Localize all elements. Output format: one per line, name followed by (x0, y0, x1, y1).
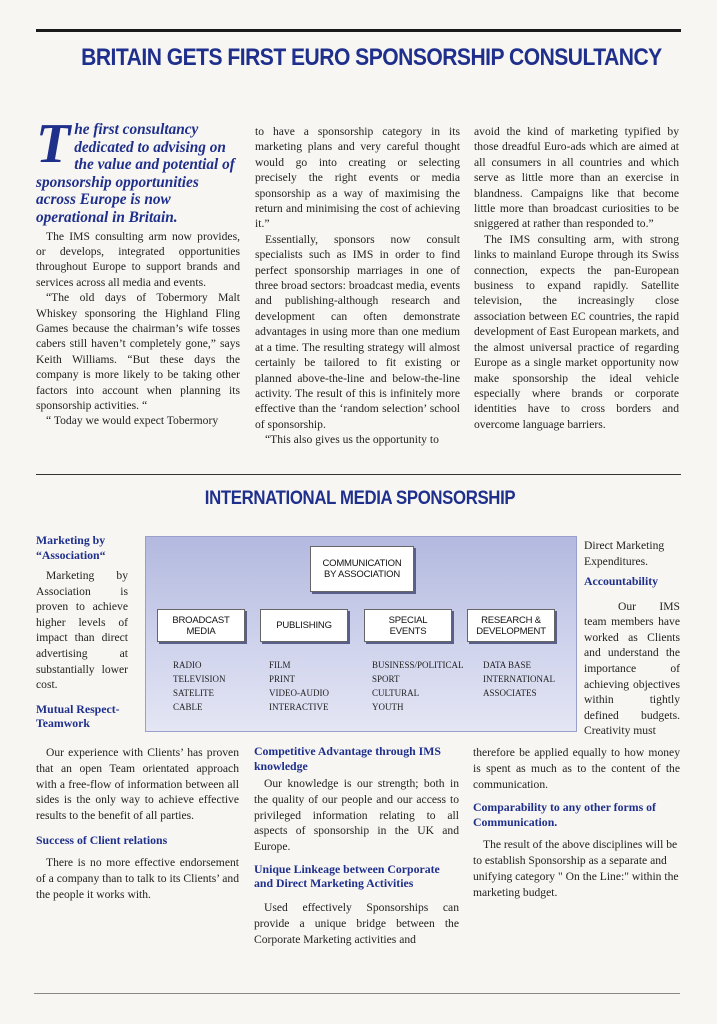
paragraph: The result of the above disciplines will be to establish Sponsorship as a separate and unifying category " On the Line:" within the marketing budget. (473, 838, 679, 899)
sidebar-heading: Accountability (584, 574, 659, 589)
diagram-box-broadcast: BROADCAST MEDIA (157, 609, 245, 642)
paragraph: “The old days of Tobermory Malt Whiskey sponsoring the Highland Fling Games because the chairman’s wife tosses cabers still haven’t completely gone,” says Keith Williams. “But these days the company is more likely to be taking other factors into account when planning its sponsorship activities. “ (36, 291, 240, 413)
list-item: SPORT (372, 674, 400, 684)
article-column-3 (474, 124, 679, 432)
article-column-2 (255, 124, 460, 448)
diagram-list-broadcast (173, 658, 226, 714)
list-item: RADIO (173, 660, 202, 670)
paragraph: Marketing by Association is proven to achieve higher levels of impact than direct advertising at substantially lower cost. (36, 569, 128, 692)
paragraph: therefore be applied equally to how money is spent as much as to the content of the communication. (473, 746, 680, 791)
section-rule (36, 474, 681, 475)
section-heading: Competitive Advantage through IMS knowledge (254, 744, 441, 773)
left-sidebar (36, 533, 128, 731)
drop-cap: T (36, 113, 71, 175)
article-column-1 (36, 113, 240, 429)
lower-column-1 (36, 745, 239, 903)
diagram-box-research: RESEARCH & DEVELOPMENT (467, 609, 555, 642)
paragraph: “ Today we would expect Tobermory (46, 414, 219, 428)
diagram-box-publishing: PUBLISHING (260, 609, 348, 642)
list-item: INTERACTIVE (269, 702, 329, 712)
section-heading: Comparability to any other forms of Communication. (473, 800, 656, 829)
diagram-list-special-events (372, 658, 464, 714)
list-item: CULTURAL (372, 688, 420, 698)
list-item: BUSINESS/POLITICAL (372, 660, 464, 670)
list-item: CABLE (173, 702, 203, 712)
list-item: SATELITE (173, 688, 214, 698)
lower-column-3 (473, 745, 680, 901)
paragraph: Our knowledge is our strength; both in the quality of our people and our access to privileged information relating to all aspects of sponsorship in the UK and Europe. (254, 777, 459, 854)
paragraph: Essentially, sponsors now consult specialists such as IMS in order to find perfect sponsorship marriages in one of three broad sectors: broadcast media, events and publishing-although research and development can often demonstrate advantages in using more than one medium at a time. The resulting strategy will almost certainly be tailored to fit existing or planned above-the-line and below-the-line activity. The result of this is infinitely more effective than the ‘random selection’ school of sponsorship. (255, 232, 460, 431)
section-heading: Success of Client relations (36, 832, 168, 847)
list-item: VIDEO-AUDIO (269, 688, 329, 698)
section-heading: Unique Linkeage between Corporate and Direct Marketing Activities (254, 861, 440, 891)
list-item: DATA BASE (483, 660, 532, 670)
paragraph: The IMS consulting arm now provides, or develops, integrated opportunities throughout Europe to support brands and services across all media and events. (36, 229, 240, 289)
right-sidebar (584, 538, 680, 739)
sidebar-heading: Mutual Respect-Teamwork (36, 701, 120, 731)
diagram-list-publishing (269, 658, 329, 714)
paragraph: There is no more effective endorsement of a company than to talk to its Clients’ and the people it works with. (36, 856, 239, 902)
list-item: INTERNATIONAL (483, 674, 555, 684)
paragraph: Our experience with Clients’ has proven that an open Team orientated approach with a free-flow of information between all sides is the only way to achieve effective results to the benefit of all parties. (36, 746, 239, 823)
diagram-box-special-events: SPECIAL EVENTS (364, 609, 452, 642)
paragraph: avoid the kind of marketing typified by those dreadful Euro-ads which are aimed at all consumers in all countries and which serve as little more than an exercise in blandness. Campaigns like that become little more than broadcast curiosities to be sniggered at rather than responded to.” (474, 125, 679, 231)
paragraph: The IMS consulting arm, with strong links to mainland Europe through its Swiss connection, expects the pan-European business to expand rapidly. Satellite television, the increasingly close association between EC countries, the rapid development of East European markets, and the almost universal practice of regarding Europe as a single market opportunity now make sponsorship the ideal vehicle especially where brands or corporate identities have to cross borders and overcome language barriers. (474, 232, 679, 431)
paragraph: to have a sponsorship category in its marketing plans and very careful thought would go into creating or selecting precisely the right events or media sponsorship as a way of maximising the return and minimising the cost of achieving it.” (255, 125, 460, 231)
lead-text: he first consultancy dedicated to advising on the value and potential of sponsorship opportunities across Europe is now operational in Britain. (36, 121, 235, 226)
media-sponsorship-diagram (145, 536, 577, 732)
bottom-rule (34, 993, 680, 994)
top-rule (36, 29, 681, 32)
diagram-list-research (483, 658, 555, 700)
article-lead (36, 113, 240, 227)
list-item: TELEVISION (173, 674, 226, 684)
paragraph: Our IMS team members have worked as Clients and understand the importance of achieving objectives within tightly defined budgets. Creativity must (584, 599, 680, 738)
list-item: YOUTH (372, 702, 404, 712)
sidebar-heading: Marketing by “Association“ (36, 533, 106, 562)
paragraph: “This also gives us the opportunity to (265, 433, 439, 447)
list-item: ASSOCIATES (483, 688, 537, 698)
lower-column-2 (254, 744, 459, 947)
list-item: PRINT (269, 674, 296, 684)
paragraph: Used effectively Sponsorships can provide a unique bridge between the Corporate Marketing activities and (254, 900, 459, 946)
page-title: BRITAIN GETS FIRST EURO SPONSORSHIP CONSULTANCY (81, 44, 662, 71)
section-title: INTERNATIONAL MEDIA SPONSORSHIP (204, 487, 516, 509)
list-item: FILM (269, 660, 291, 670)
diagram-top-box: COMMUNICATION BY ASSOCIATION (310, 546, 414, 592)
paragraph: Direct Marketing Expenditures. (584, 539, 665, 568)
